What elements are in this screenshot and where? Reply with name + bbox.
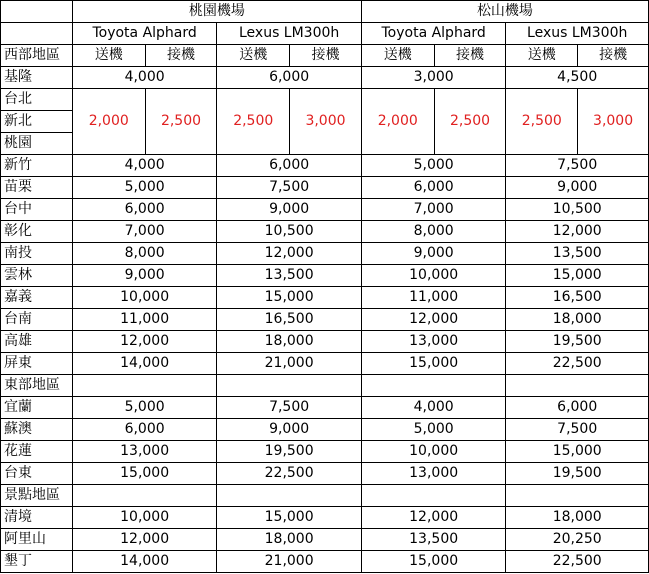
city-label: 嘉義 [1,287,73,309]
city-label: 台東 [1,463,73,485]
price-cell: 11,000 [361,287,506,309]
table-row [1,155,649,177]
corner-cell [1,1,73,23]
price-cell: 10,000 [72,507,217,529]
price-cell: 7,000 [72,221,217,243]
city-label: 基隆 [1,67,73,89]
direction-header: 送機 [72,45,145,67]
price-cell: 6,000 [72,419,217,441]
price-cell: 18,000 [506,507,649,529]
region-row [1,375,649,397]
price-cell: 18,000 [217,331,361,353]
price-cell: 7,500 [217,177,361,199]
price-cell: 15,000 [506,265,649,287]
table-row [1,551,649,573]
direction-header: 送機 [506,45,578,67]
price-cell: 7,500 [506,155,649,177]
price-cell-highlight: 2,000 [72,89,145,155]
empty-cell [72,375,217,397]
city-label: 彰化 [1,221,73,243]
city-label: 花蓮 [1,441,73,463]
table-row [1,177,649,199]
price-cell: 10,000 [361,441,506,463]
price-cell: 10,000 [361,265,506,287]
direction-header: 接機 [290,45,362,67]
table-row [1,529,649,551]
price-cell: 15,000 [361,551,506,573]
price-cell: 8,000 [361,221,506,243]
city-label: 台南 [1,309,73,331]
price-cell: 15,000 [217,507,361,529]
table-row [1,89,649,111]
price-cell-highlight: 2,500 [217,89,290,155]
price-cell: 12,000 [217,243,361,265]
direction-header: 送機 [217,45,290,67]
price-cell: 13,000 [361,463,506,485]
airport-header: 松山機場 [361,1,648,23]
table-row [1,199,649,221]
city-label: 台北 [1,89,73,111]
region-row [1,485,649,507]
price-cell: 13,500 [506,243,649,265]
direction-header: 接機 [578,45,649,67]
price-cell: 10,000 [72,287,217,309]
city-label: 桃園 [1,133,73,155]
city-label: 墾丁 [1,551,73,573]
price-cell: 20,250 [506,529,649,551]
price-cell-highlight: 2,500 [434,89,506,155]
price-cell-highlight: 2,000 [361,89,434,155]
price-cell: 19,500 [506,331,649,353]
price-cell: 9,000 [217,419,361,441]
price-cell: 16,500 [217,309,361,331]
price-cell: 12,000 [361,507,506,529]
price-cell: 9,000 [506,177,649,199]
price-cell: 4,000 [361,397,506,419]
airport-header-row [1,1,649,23]
table-row [1,287,649,309]
price-cell: 6,000 [506,397,649,419]
table-row [1,507,649,529]
price-cell: 6,000 [72,199,217,221]
table-row [1,221,649,243]
table-row [1,441,649,463]
price-cell-highlight: 3,000 [290,89,362,155]
city-label: 南投 [1,243,73,265]
price-cell: 15,000 [72,463,217,485]
price-cell: 6,000 [361,177,506,199]
vehicle-header: Lexus LM300h [506,23,649,45]
direction-header: 接機 [145,45,217,67]
price-cell: 9,000 [72,265,217,287]
price-cell: 9,000 [361,243,506,265]
vehicle-header-row [1,23,649,45]
price-cell: 13,500 [361,529,506,551]
price-cell: 14,000 [72,551,217,573]
city-label: 新北 [1,111,73,133]
table-row [1,67,649,89]
price-cell: 12,000 [72,529,217,551]
vehicle-header: Lexus LM300h [217,23,361,45]
empty-cell [217,375,361,397]
city-label: 新竹 [1,155,73,177]
price-cell: 16,500 [506,287,649,309]
price-cell: 7,000 [361,199,506,221]
price-cell: 4,500 [506,67,649,89]
price-cell: 7,500 [506,419,649,441]
city-label: 高雄 [1,331,73,353]
price-cell: 13,000 [361,331,506,353]
price-cell-highlight: 2,500 [145,89,217,155]
price-cell: 12,000 [506,221,649,243]
empty-cell [506,485,649,507]
price-cell: 13,500 [217,265,361,287]
price-cell: 21,000 [217,353,361,375]
city-label: 宜蘭 [1,397,73,419]
price-cell: 12,000 [361,309,506,331]
price-cell: 12,000 [72,331,217,353]
direction-header: 接機 [434,45,506,67]
empty-cell [506,375,649,397]
table-row [1,331,649,353]
region-header-west: 西部地區 [1,45,73,67]
table-row [1,397,649,419]
empty-cell [72,485,217,507]
table-row [1,419,649,441]
city-label: 台中 [1,199,73,221]
table-row [1,353,649,375]
price-cell: 22,500 [506,353,649,375]
price-cell: 8,000 [72,243,217,265]
price-cell: 19,500 [506,463,649,485]
table-row [1,309,649,331]
price-cell: 4,000 [72,67,217,89]
city-label: 蘇澳 [1,419,73,441]
price-cell: 18,000 [506,309,649,331]
price-cell: 5,000 [72,177,217,199]
price-cell: 6,000 [217,155,361,177]
price-cell: 10,500 [217,221,361,243]
region-header-scenic: 景點地區 [1,485,73,507]
region-header-east: 東部地區 [1,375,73,397]
price-cell: 15,000 [506,441,649,463]
airport-header: 桃園機場 [72,1,361,23]
city-label: 阿里山 [1,529,73,551]
empty-cell [217,485,361,507]
price-cell: 5,000 [72,397,217,419]
price-cell: 21,000 [217,551,361,573]
price-cell: 15,000 [217,287,361,309]
price-cell-highlight: 2,500 [506,89,578,155]
empty-cell [361,375,506,397]
city-label: 苗栗 [1,177,73,199]
price-cell: 5,000 [361,419,506,441]
vehicle-header: Toyota Alphard [361,23,506,45]
price-cell: 4,000 [72,155,217,177]
price-cell: 15,000 [361,353,506,375]
table-row [1,265,649,287]
price-cell: 10,500 [506,199,649,221]
price-cell: 22,500 [217,463,361,485]
price-cell: 5,000 [361,155,506,177]
price-cell: 14,000 [72,353,217,375]
price-cell: 18,000 [217,529,361,551]
price-cell: 3,000 [361,67,506,89]
price-cell-highlight: 3,000 [578,89,649,155]
corner-cell [1,23,73,45]
empty-cell [361,485,506,507]
city-label: 屏東 [1,353,73,375]
price-cell: 11,000 [72,309,217,331]
price-cell: 7,500 [217,397,361,419]
city-label: 清境 [1,507,73,529]
direction-header: 送機 [361,45,434,67]
vehicle-header: Toyota Alphard [72,23,217,45]
price-cell: 22,500 [506,551,649,573]
direction-header-row [1,45,649,67]
city-label: 雲林 [1,265,73,287]
price-cell: 13,000 [72,441,217,463]
price-cell: 9,000 [217,199,361,221]
table-row [1,243,649,265]
price-cell: 19,500 [217,441,361,463]
table-row [1,463,649,485]
price-cell: 6,000 [217,67,361,89]
